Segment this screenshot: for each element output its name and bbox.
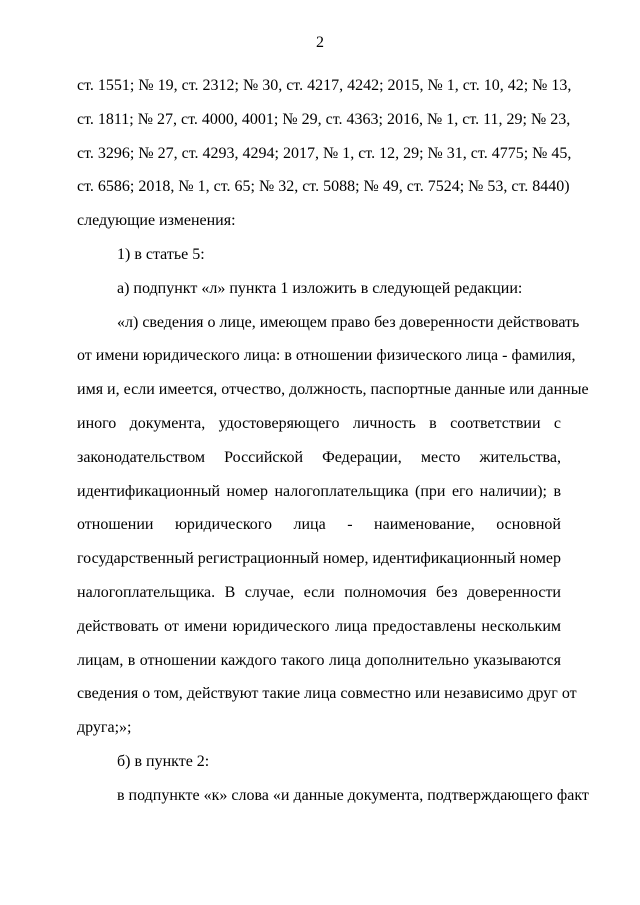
text-line: действовать от имени юридического лица предоставлены нескольким <box>77 617 561 635</box>
text-line: ст. 3296; № 27, ст. 4293, 4294; 2017, № 1, ст. 12, 29; № 31, ст. 4775; № 45, <box>77 144 572 162</box>
text-line: друга;»; <box>77 719 132 737</box>
text-line: ст. 6586; 2018, № 1, ст. 65; № 32, ст. 5088; № 49, ст. 7524; № 53, ст. 8440) <box>77 178 570 196</box>
text-line: следующие изменения: <box>77 212 236 230</box>
text-line: от имени юридического лица: в отношении физического лица - фамилия, <box>77 347 576 365</box>
page-number: 2 <box>316 34 324 51</box>
text-line: 1) в статье 5: <box>117 245 205 263</box>
text-line: а) подпункт «л» пункта 1 изложить в следующей редакции: <box>117 279 523 297</box>
text-line: имя и, если имеется, отчество, должность, паспортные данные или данные <box>77 381 589 399</box>
text-line: б) в пункте 2: <box>117 752 210 770</box>
text-line: в подпункте «к» слова «и данные документа, подтверждающего факт <box>117 786 589 804</box>
document-body <box>77 69 589 813</box>
text-line: «л) сведения о лице, имеющем право без доверенности действовать <box>117 313 580 331</box>
text-line: лицам, в отношении каждого такого лица дополнительно указываются <box>77 651 561 669</box>
text-line: законодательством Российской Федерации, место жительства, <box>77 448 561 466</box>
text-line: идентификационный номер налогоплательщика (при его наличии); в <box>77 482 561 500</box>
text-line: государственный регистрационный номер, идентификационный номер <box>77 550 561 568</box>
text-line: ст. 1551; № 19, ст. 2312; № 30, ст. 4217, 4242; 2015, № 1, ст. 10, 42; № 13, <box>77 77 572 94</box>
text-line: налогоплательщика. В случае, если полномочия без доверенности <box>77 583 561 601</box>
text-line: сведения о том, действуют такие лица совместно или независимо друг от <box>77 685 577 703</box>
text-line: иного документа, удостоверяющего личность в соответствии с <box>77 414 561 432</box>
text-line: ст. 1811; № 27, ст. 4000, 4001; № 29, ст. 4363; 2016, № 1, ст. 11, 29; № 23, <box>77 110 571 128</box>
text-line: отношении юридического лица - наименование, основной <box>77 516 561 534</box>
